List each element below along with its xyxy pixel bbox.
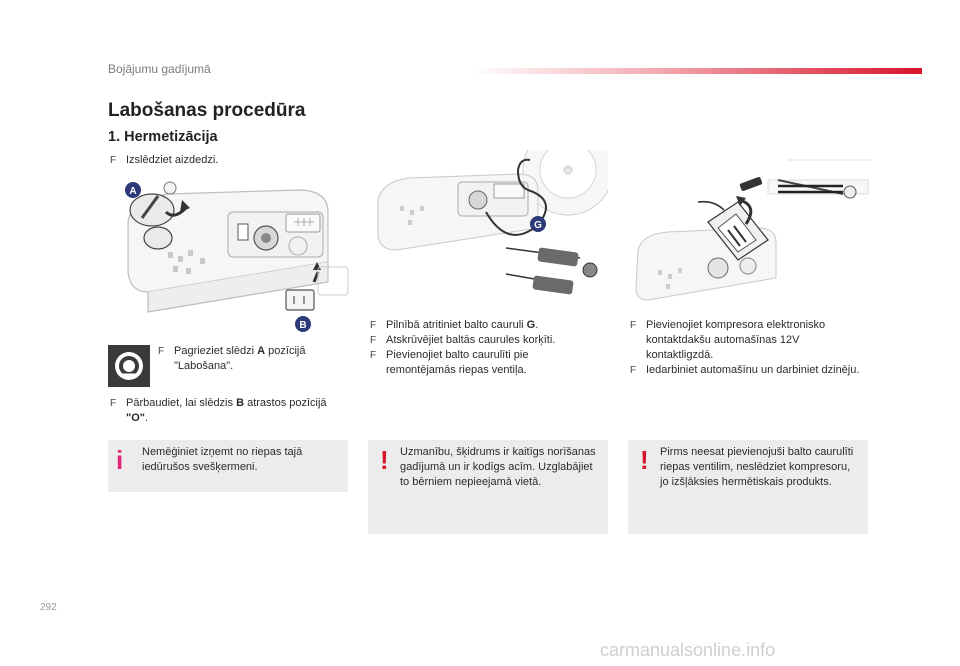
bullet-icon: F [110, 155, 117, 166]
col3-steps: F Pievienojiet kompresora elektronisko kontaktdakšu automašīnas 12V kontaktligzdā. F Iedarbiniet automašīnu un darbiniet dzinēju. [630, 319, 860, 376]
bullet-icon: F [630, 320, 637, 331]
info-note: i Nemēģiniet izņemt no riepas tajā iedūrušos svešķermeni. [108, 440, 348, 492]
warning-note-compressor: ! Pirms neesat pievienojuši balto caurulīti riepas ventilim, neslēdziet kompresoru, jo izšļāksies hermētiskais produkts. [628, 440, 868, 534]
label-b-badge [295, 316, 311, 332]
bullet-icon: F [370, 350, 377, 361]
warning-icon: ! [640, 445, 649, 475]
header-accent-bar [470, 68, 922, 74]
kit-illustration-hose [368, 150, 608, 312]
svg-text:A: A [129, 186, 137, 197]
label-g-badge [530, 216, 546, 232]
label-a-badge [125, 182, 141, 198]
page-number: 292 [40, 602, 57, 613]
bullet-icon: F [110, 398, 117, 409]
repair-position-icon [108, 345, 150, 387]
section-header: Bojājumu gadījumā [108, 62, 211, 76]
info-icon: i [116, 445, 124, 475]
svg-text:B: B [299, 320, 307, 331]
kit-illustration-switches [108, 172, 352, 332]
col1-step3: F Pārbaudiet, lai slēdzis B atrastos pozīcijā "O". [110, 397, 327, 424]
bullet-icon: F [370, 320, 377, 331]
col1-step1: F Izslēdziet aizdedzi. [110, 154, 219, 166]
watermark: carmanualsonline.info [600, 640, 776, 660]
kit-illustration-plug [628, 150, 870, 312]
warning-icon: ! [380, 445, 389, 475]
col2-steps: F Pilnībā atritiniet balto cauruli G. F Atskrūvējiet baltās caurules korķīti. F Pievienojiet balto caurulīti pie remontējamās riepas ventiļa. [370, 319, 556, 376]
bullet-icon: F [370, 335, 377, 346]
warning-note-fluid: ! Uzmanību, šķidrums ir kaitīgs norīšanas gadījumā un ir kodīgs acīm. Uzglabājiet to bērniem nepieejamā vietā. [368, 440, 608, 534]
page-title: Labošanas procedūra [108, 100, 306, 121]
col1-step2: F Pagrieziet slēdzi A pozīcijā "Labošana". [158, 345, 306, 372]
bullet-icon: F [158, 346, 165, 357]
bullet-icon: F [630, 365, 637, 376]
svg-text:G: G [534, 220, 542, 231]
section-title: 1. Hermetizācija [108, 129, 218, 145]
